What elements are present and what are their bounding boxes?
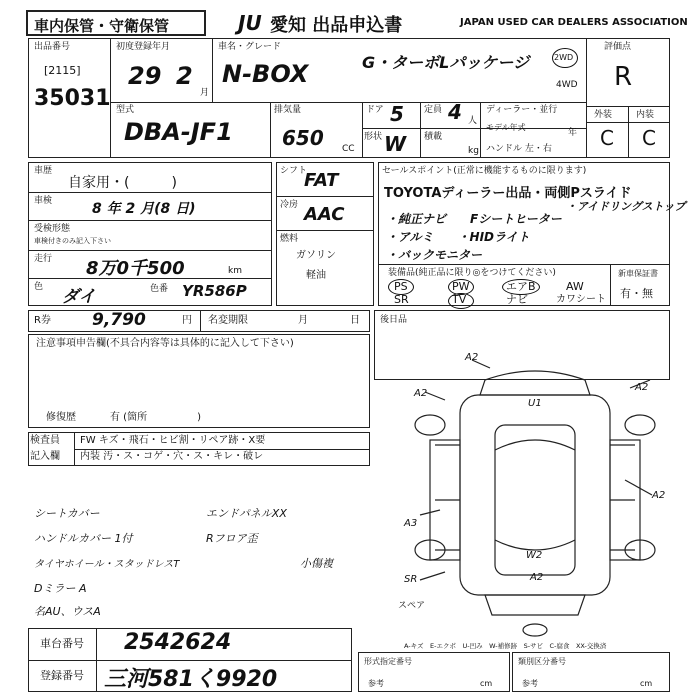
history-value: 自家用・( ) <box>68 175 177 191</box>
fuel-diesel: 軽油 <box>306 270 326 281</box>
equip-pw: PW <box>452 280 470 293</box>
capacity: 4 <box>448 100 462 124</box>
color-value: ダイ <box>62 287 96 307</box>
capacity-label: 定員 <box>424 105 443 115</box>
ac-label: 冷房 <box>280 200 299 210</box>
damage-legend: A-キズ E-エクボ U-凹み W-補修跡 S-サビ C-腐食 XX-交換済 <box>404 642 607 650</box>
handle-label: ハンドル 左・右 <box>486 144 552 154</box>
selling-line1b: ・アイドリングストップ <box>566 200 686 213</box>
mark-a2-top: A2 <box>465 352 479 363</box>
inspection-value: 8 年 2 月(8 日) <box>92 201 196 217</box>
cert-ref: 参考 <box>368 679 384 688</box>
exterior-label: 外装 <box>594 110 613 120</box>
storage-badge <box>26 10 206 36</box>
ju-logo: JU <box>238 11 262 35</box>
mileage-label: 走行 <box>34 254 53 264</box>
equip-tv: TV <box>452 293 467 306</box>
history-label: 車歴 <box>34 166 53 176</box>
form-title: 愛知 出品申込書 <box>270 15 403 36</box>
plate-label: 登録番号 <box>40 669 84 682</box>
mark-a2-rear: A2 <box>530 572 544 583</box>
interior-label: 内装 <box>636 110 655 120</box>
year-unit: 年 <box>568 128 578 138</box>
name-change-day: 日 <box>350 315 360 326</box>
displacement: 650 <box>282 126 324 150</box>
registration-year: 29 <box>128 62 162 90</box>
recycle-row <box>28 310 370 332</box>
rating-label: 評価点 <box>604 42 632 52</box>
recycle-value: 9,790 <box>92 310 146 330</box>
registration-month: 2 <box>176 62 193 90</box>
class-cm: cm <box>640 679 653 688</box>
acceptance-label: 受検形態 <box>34 224 71 234</box>
equipment-label: 装備品(純正品に限り◎をつけてください) <box>388 268 556 278</box>
car-grade: G・ターボLパッケージ <box>362 53 530 72</box>
selling-line4: ・バックモニター <box>386 248 483 262</box>
drive-4wd: 4WD <box>556 80 578 90</box>
chassis-label: 車台番号 <box>40 637 84 650</box>
note-2: ハンドルカバー 1付 <box>34 532 133 545</box>
doors: 5 <box>390 102 404 126</box>
car-name: N-BOX <box>222 60 309 88</box>
circle-airbag <box>502 279 540 295</box>
displacement-label: 排気量 <box>274 105 302 115</box>
warranty-value: 有・無 <box>620 287 653 300</box>
mark-a2-right: A2 <box>635 382 649 393</box>
repair-label: 修復歴 <box>46 412 76 423</box>
doors-label: ドア <box>366 105 384 115</box>
cc-unit: CC <box>342 144 355 154</box>
equip-airbag: エアB <box>506 280 536 293</box>
dealer-label: ディーラー・並行 <box>486 105 558 115</box>
mark-sr: SR <box>404 574 418 585</box>
registration-label: 初度登録年月 <box>116 42 171 52</box>
kg-unit: kg <box>468 146 479 156</box>
equip-aw: AW <box>566 280 584 293</box>
equip-navi: ナビ <box>506 293 528 306</box>
rating-value: R <box>614 62 633 92</box>
drive-2wd: 2WD <box>554 53 574 62</box>
lot-label: 出品番号 <box>34 42 71 52</box>
interior-score: C <box>642 126 656 150</box>
km-unit: km <box>228 266 242 276</box>
inspector-row-2: 内装 汚・ス・コゲ・穴・ス・キレ・破レ <box>80 451 264 462</box>
equip-sr: SR <box>394 293 409 306</box>
acceptance-note: 車検付きのみ記入下さい <box>34 237 111 245</box>
later-items-label: 後日品 <box>380 315 408 325</box>
class-label: 類別区分番号 <box>518 657 566 666</box>
inspector-label-2: 記入欄 <box>30 451 60 462</box>
yen-unit: 円 <box>182 315 192 326</box>
circle-tv <box>448 293 474 309</box>
note-8: 小傷複 <box>300 557 333 570</box>
name-change-label: 名変期限 <box>208 315 248 326</box>
storage-badge-text: 車内保管・守衛保管 <box>34 17 170 35</box>
capacity-unit: 人 <box>468 116 478 126</box>
shape: W <box>384 132 407 156</box>
color-label: 色 <box>34 282 44 292</box>
mark-w2: W2 <box>526 550 543 561</box>
mark-a3: A3 <box>404 518 418 529</box>
model-year-label: モデル年式 <box>486 123 526 132</box>
model-code: DBA-JF1 <box>124 118 233 146</box>
note-4: Dミラー A <box>34 582 87 595</box>
note-6: エンドパネルXX <box>206 507 287 520</box>
mileage-value: 8万0千500 <box>86 258 185 279</box>
plate-number: 三河581く9920 <box>104 667 278 692</box>
registration-month-unit: 月 <box>200 88 210 98</box>
shape-label: 形状 <box>364 132 383 142</box>
selling-line3: ・アルミ ・HIDライト <box>386 230 530 244</box>
fuel-label: 燃料 <box>280 234 299 244</box>
notes-label: 注意事項申告欄(不具合内容等は具体的に記入して下さい) <box>36 338 294 349</box>
circle-ps <box>388 279 414 295</box>
shift-label: シフト <box>280 166 308 176</box>
damage-diagram <box>390 350 680 640</box>
equip-leather: カワシート <box>556 294 606 305</box>
warranty-label: 新車保証書 <box>618 269 658 278</box>
mark-a2-side: A2 <box>652 490 666 501</box>
fuel-gasoline: ガソリン <box>296 250 336 261</box>
load-label: 積載 <box>424 132 443 142</box>
note-7: Rフロア歪 <box>206 532 258 545</box>
note-3: タイヤホイール・スタッドレスT <box>34 559 180 570</box>
name-change-month: 月 <box>298 315 308 326</box>
mark-u1: U1 <box>528 398 542 409</box>
color-no-label: 色番 <box>150 284 169 294</box>
chassis-number: 2542624 <box>124 630 232 655</box>
shift-value: FAT <box>304 170 339 191</box>
association-name: JAPAN USED CAR DEALERS ASSOCIATION <box>460 17 688 28</box>
cert-label: 形式指定番号 <box>364 657 412 666</box>
recycle-label: R券 <box>34 315 51 326</box>
mark-a2-left: A2 <box>414 388 428 399</box>
cert-cm: cm <box>480 679 493 688</box>
selling-points-label: セールスポイント(正常に機能するものに限ります) <box>382 166 587 176</box>
inspection-label: 車検 <box>34 196 53 206</box>
inspector-label-1: 検査員 <box>30 435 60 446</box>
lot-small: [2115] <box>44 64 81 77</box>
class-ref: 参考 <box>522 679 538 688</box>
color-no-value: YR586P <box>182 282 247 300</box>
model-label: 型式 <box>116 105 135 115</box>
selling-line2: ・純正ナビ Fシートヒーター <box>386 212 562 226</box>
inspector-row-1: FW キズ・飛石・ヒビ割・リペア跡・X要 <box>80 435 266 446</box>
note-5: 名AU、ウスA <box>34 605 101 618</box>
lot-number: 35031 <box>34 86 111 111</box>
spare-label: スペア <box>398 601 426 611</box>
repair-value: 有 (箇所 ) <box>110 412 201 423</box>
ac-value: AAC <box>304 204 345 225</box>
exterior-score: C <box>600 126 614 150</box>
car-name-label: 車名・グレード <box>218 42 282 52</box>
note-1: シートカバー <box>34 507 100 520</box>
equip-ps: PS <box>394 280 408 293</box>
selling-line1: TOYOTAディーラー出品・両側Pスライド <box>384 186 632 201</box>
